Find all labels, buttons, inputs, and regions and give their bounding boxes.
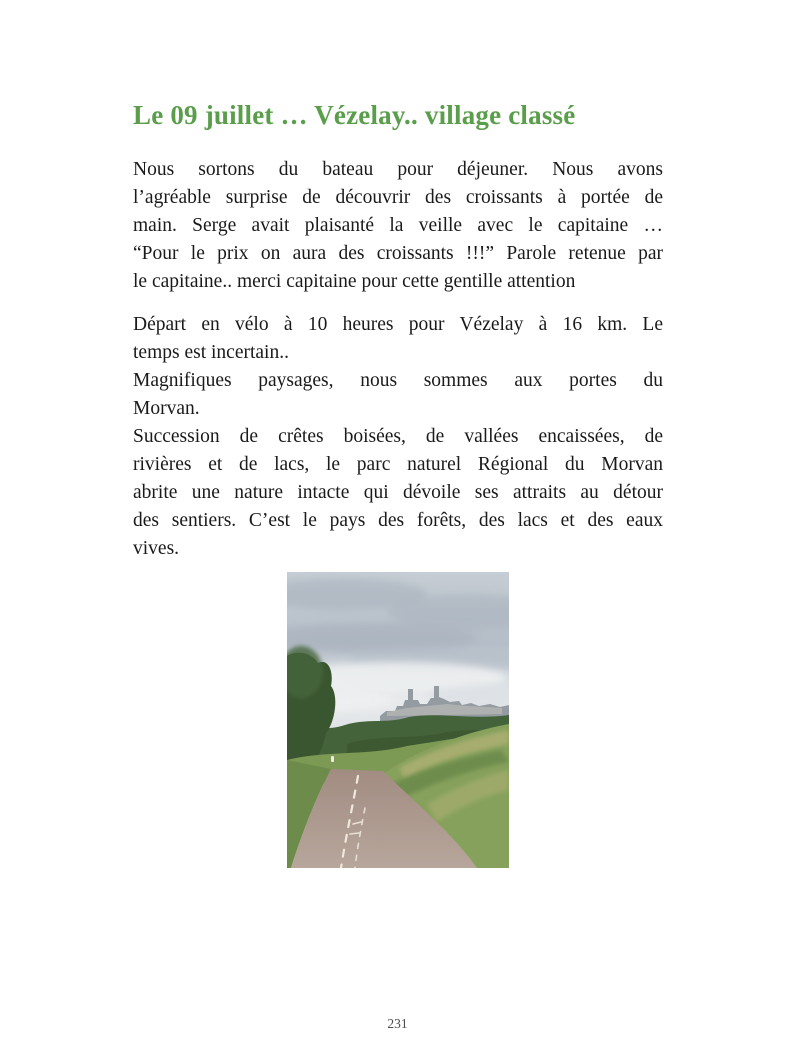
marker-post <box>331 756 334 762</box>
body-text <box>133 156 663 563</box>
text-line: Magnifiques paysages, nous sommes aux portes du <box>133 370 663 391</box>
page-number: 231 <box>387 1016 408 1031</box>
text-column <box>133 0 663 563</box>
text-line: Morvan. <box>133 398 200 419</box>
text-line: temps est incertain.. <box>133 342 289 363</box>
text-line: rivières et de lacs, le parc naturel Régional du Morvan <box>133 454 663 475</box>
text-line: abrite une nature intacte qui dévoile ses attraits au détour <box>133 482 663 503</box>
text-line: des sentiers. C’est le pays des forêts, des lacs et des eaux <box>133 510 663 531</box>
paragraph <box>133 156 663 296</box>
page-title: Le 09 juillet … Vézelay.. village classé <box>133 100 576 130</box>
text-line: l’agréable surprise de découvrir des croissants à portée de <box>133 187 663 208</box>
paragraph <box>133 311 663 563</box>
text-line: le capitaine.. merci capitaine pour cette gentille attention <box>133 271 576 292</box>
text-line: “Pour le prix on aura des croissants !!!” Parole retenue par <box>133 243 663 264</box>
road-to-vezelay-photo-illustration <box>287 572 509 868</box>
text-line: main. Serge avait plaisanté la veille avec le capitaine … <box>133 215 663 236</box>
text-line: Succession de crêtes boisées, de vallées encaissées, de <box>133 426 663 447</box>
text-line: vives. <box>133 538 180 559</box>
text-line: Départ en vélo à 10 heures pour Vézelay à 16 km. Le <box>133 314 663 335</box>
text-line: Nous sortons du bateau pour déjeuner. Nous avons <box>133 159 663 180</box>
road-to-vezelay-photo <box>287 572 509 868</box>
